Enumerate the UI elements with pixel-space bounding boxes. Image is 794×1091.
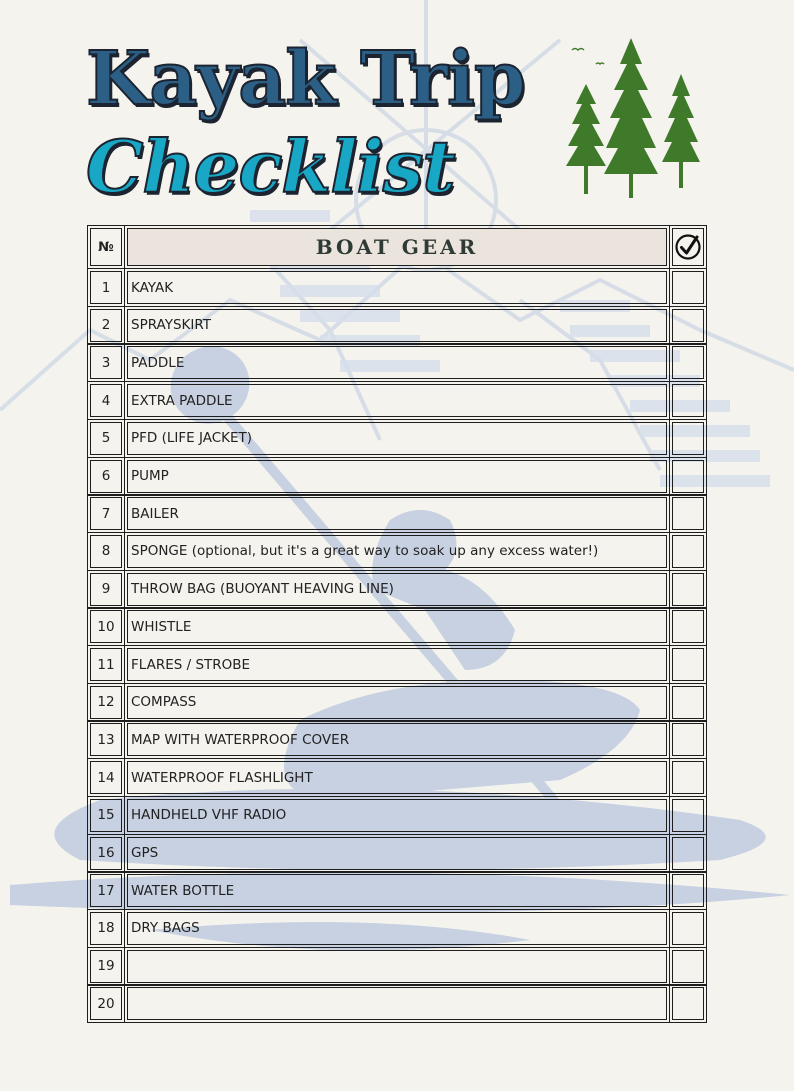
check-box[interactable] [672, 610, 704, 643]
row-number: 1 [90, 271, 122, 304]
row-number: 6 [90, 460, 122, 493]
check-box[interactable] [672, 535, 704, 568]
item-field[interactable]: WHISTLE [127, 610, 667, 643]
item-field[interactable]: PADDLE [127, 346, 667, 379]
check-box[interactable] [672, 384, 704, 417]
check-box[interactable] [672, 761, 704, 794]
title-line-2: Checklist [86, 124, 455, 209]
row-number: 3 [90, 346, 122, 379]
item-field[interactable]: MAP WITH WATERPROOF COVER [127, 723, 667, 756]
row-number: 15 [90, 799, 122, 832]
check-box[interactable] [672, 497, 704, 530]
check-box[interactable] [672, 987, 704, 1020]
check-circle-icon [674, 233, 702, 261]
item-field[interactable]: HANDHELD VHF RADIO [127, 799, 667, 832]
check-box[interactable] [672, 422, 704, 455]
item-field[interactable] [127, 987, 667, 1020]
check-box[interactable] [672, 912, 704, 945]
check-box[interactable] [672, 799, 704, 832]
check-box[interactable] [672, 648, 704, 681]
item-field[interactable]: FLARES / STROBE [127, 648, 667, 681]
row-number: 17 [90, 874, 122, 907]
check-box[interactable] [672, 837, 704, 870]
item-field[interactable] [127, 950, 667, 983]
number-column-header: № [90, 228, 122, 266]
row-number: 7 [90, 497, 122, 530]
row-number: 19 [90, 950, 122, 983]
item-field[interactable]: COMPASS [127, 686, 667, 719]
item-field[interactable]: KAYAK [127, 271, 667, 304]
section-title: BOAT GEAR [127, 228, 667, 266]
row-number: 20 [90, 987, 122, 1020]
check-box[interactable] [672, 723, 704, 756]
row-number: 18 [90, 912, 122, 945]
check-box[interactable] [672, 460, 704, 493]
item-field[interactable]: PFD (LIFE JACKET) [127, 422, 667, 455]
pine-trees-illustration [556, 34, 706, 200]
row-number: 16 [90, 837, 122, 870]
check-box[interactable] [672, 874, 704, 907]
item-field[interactable]: BAILER [127, 497, 667, 530]
item-field[interactable]: WATERPROOF FLASHLIGHT [127, 761, 667, 794]
check-box[interactable] [672, 309, 704, 342]
check-box[interactable] [672, 686, 704, 719]
item-field[interactable]: PUMP [127, 460, 667, 493]
row-number: 5 [90, 422, 122, 455]
row-number: 9 [90, 573, 122, 606]
title-line-1: Kayak Trip [86, 36, 525, 122]
row-number: 4 [90, 384, 122, 417]
row-number: 11 [90, 648, 122, 681]
check-box[interactable] [672, 950, 704, 983]
row-number: 8 [90, 535, 122, 568]
item-field[interactable]: WATER BOTTLE [127, 874, 667, 907]
item-field[interactable]: GPS [127, 837, 667, 870]
item-field[interactable]: THROW BAG (BUOYANT HEAVING LINE) [127, 573, 667, 606]
check-box[interactable] [672, 271, 704, 304]
row-number: 10 [90, 610, 122, 643]
row-number: 14 [90, 761, 122, 794]
row-number: 2 [90, 309, 122, 342]
check-column-header [672, 228, 704, 266]
item-field[interactable]: EXTRA PADDLE [127, 384, 667, 417]
row-number: 12 [90, 686, 122, 719]
check-box[interactable] [672, 573, 704, 606]
row-number: 13 [90, 723, 122, 756]
item-field[interactable]: SPRAYSKIRT [127, 309, 667, 342]
item-field[interactable]: DRY BAGS [127, 912, 667, 945]
check-box[interactable] [672, 346, 704, 379]
item-field[interactable]: SPONGE (optional, but it's a great way to soak up any excess water!) [127, 535, 667, 568]
